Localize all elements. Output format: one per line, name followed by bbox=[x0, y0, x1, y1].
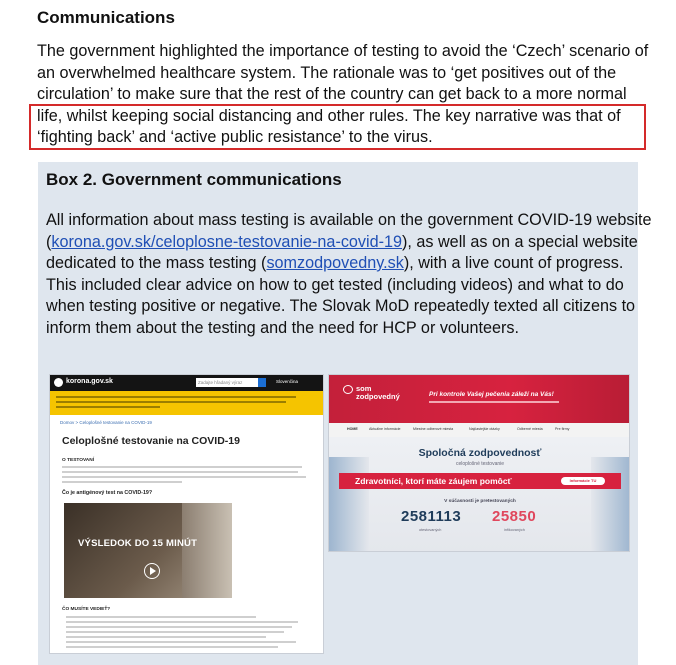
korona-breadcrumb[interactable]: Domov > Celoplošné testovanie na COVID-19 bbox=[60, 420, 152, 425]
text-line bbox=[66, 626, 292, 628]
som-nav bbox=[329, 423, 630, 437]
count-label: V súčasnosti je pretestovaných bbox=[444, 499, 516, 504]
box-line-4: This included clear advice on how to get tested (including videos) and what to do bbox=[46, 275, 624, 294]
volunteer-banner[interactable] bbox=[339, 473, 621, 489]
text-line bbox=[66, 616, 256, 618]
hero-glove-right bbox=[591, 457, 630, 552]
korona-subheading-about: O TESTOVANÍ bbox=[62, 458, 95, 463]
hero-subtitle: celoplošné testovanie bbox=[455, 461, 505, 467]
slogan-subline bbox=[429, 401, 559, 403]
nav-faq[interactable]: Najčastejšie otázky bbox=[469, 427, 500, 431]
tested-count: 2581113 bbox=[401, 508, 462, 525]
box-body bbox=[46, 210, 652, 339]
korona-topbar bbox=[50, 375, 323, 391]
text-line bbox=[66, 646, 278, 648]
korona-logo-icon bbox=[54, 378, 63, 387]
somzodpovedny-website-screenshot bbox=[328, 374, 630, 552]
text-line bbox=[62, 471, 298, 473]
text-line bbox=[66, 631, 284, 633]
tested-label: otestovaných bbox=[419, 528, 442, 532]
banner-info-button[interactable]: Informácie TU bbox=[561, 477, 605, 485]
nav-news[interactable]: Aktuálne informácie bbox=[369, 427, 401, 431]
paren-open: ( bbox=[46, 232, 52, 251]
box-line-5: when testing positive or negative. The Slovak MoD repeatedly texted all citizens to bbox=[46, 297, 636, 315]
box-line-6: inform them about the testing and the need for HCP or volunteers. bbox=[46, 318, 520, 337]
positive-count: 25850 bbox=[492, 508, 537, 525]
positive-label: infikovaných bbox=[504, 528, 525, 532]
text-line bbox=[66, 641, 296, 643]
korona-subheading-know: ČO MUSÍTE VEDIEŤ? bbox=[62, 607, 111, 612]
korona-website-screenshot bbox=[49, 374, 324, 654]
som-hero bbox=[329, 437, 630, 552]
korona-page-title: Celoplošné testovanie na COVID-19 bbox=[62, 435, 240, 447]
box-line-3-rest: ), with a live count of progress. bbox=[403, 254, 624, 272]
box-line-2-rest: ), as well as on a special website bbox=[402, 232, 638, 251]
language-select[interactable]: Slovenčina bbox=[276, 379, 299, 384]
video-hand bbox=[182, 503, 232, 598]
logo-line-2: zodpovedný bbox=[356, 392, 400, 401]
video-caption: VÝSLEDOK DO 15 MINÚT bbox=[78, 538, 198, 549]
body-line-1: The government highlighted the importance of testing to avoid the ‘Czech’ scenario of bbox=[37, 42, 649, 60]
somzodpovedny-link[interactable]: somzodpovedny.sk bbox=[266, 254, 404, 272]
search-icon[interactable] bbox=[258, 378, 266, 387]
text-line bbox=[66, 621, 298, 623]
korona-search-input[interactable]: Zadajte hľadaný výraz bbox=[196, 378, 258, 387]
box-line-1: All information about mass testing is available on the government COVID-19 website bbox=[46, 211, 652, 229]
som-header bbox=[329, 375, 630, 423]
nav-local[interactable]: Miestne odberové miesta bbox=[413, 427, 454, 431]
hero-glove-left bbox=[329, 457, 369, 552]
korona-subheading-antigen: Čo je antigénový test na COVID-19? bbox=[62, 490, 153, 496]
body-line-4: life, whilst keeping social distancing and other rules. The key narrative was that of bbox=[37, 106, 621, 125]
nav-places[interactable]: Odberné miesta bbox=[517, 427, 543, 431]
banner-text: Zdravotníci, ktorí máte záujem pomôcť bbox=[355, 476, 512, 486]
nav-home[interactable]: HOME bbox=[347, 427, 358, 431]
nav-firms[interactable]: Pre firmy bbox=[555, 427, 570, 431]
box-line-3-pre: dedicated to the mass testing ( bbox=[46, 254, 267, 272]
hero-title: Spoločná zodpovednosť bbox=[418, 447, 542, 459]
som-logo-text bbox=[356, 385, 400, 401]
heart-logo-icon bbox=[343, 385, 353, 394]
box-title: Box 2. Government communications bbox=[46, 170, 342, 189]
box-line-3 bbox=[46, 253, 634, 275]
korona-video-thumbnail[interactable] bbox=[64, 503, 232, 598]
body-line-5: ‘fighting back’ and ‘active public resistance’ to the virus. bbox=[37, 128, 433, 146]
korona-notice-banner bbox=[50, 391, 323, 415]
korona-site-name: korona.gov.sk bbox=[66, 378, 113, 385]
text-line bbox=[66, 636, 266, 638]
highlight-rectangle bbox=[29, 104, 646, 150]
korona-link[interactable]: korona.gov.sk/celoplosne-testovanie-na-covid-19 bbox=[51, 232, 403, 251]
section-heading: Communications bbox=[37, 8, 175, 27]
body-line-2: an overwhelmed healthcare system. The rationale was to ‘get positives out of the bbox=[37, 63, 617, 82]
body-line-3: circulation’ to make sure that the rest of the country can get back to a more normal bbox=[37, 85, 627, 103]
play-icon[interactable] bbox=[144, 563, 160, 579]
box-line-2 bbox=[46, 232, 638, 254]
text-line bbox=[62, 476, 306, 478]
text-line bbox=[62, 466, 302, 468]
text-line bbox=[62, 481, 182, 483]
som-slogan: Pri kontrole Vašej pečenia záleží na Vás! bbox=[429, 391, 554, 398]
logo-line-1: som bbox=[356, 384, 372, 393]
